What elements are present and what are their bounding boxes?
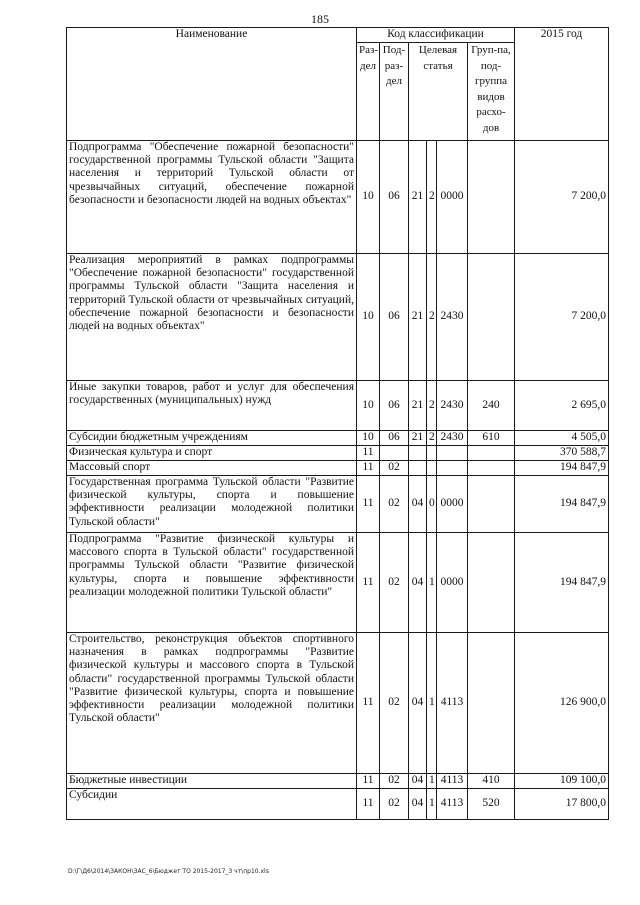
table-row bbox=[67, 789, 609, 820]
row-target-program: 04 bbox=[409, 533, 427, 633]
row-target-program: 04 bbox=[409, 476, 427, 533]
table-row bbox=[67, 141, 609, 254]
row-expense-group bbox=[468, 633, 515, 774]
row-razdel: 11 bbox=[357, 476, 380, 533]
row-expense-group: 240 bbox=[468, 381, 515, 431]
row-amount: 109 100,0 bbox=[515, 774, 609, 789]
row-target-program: 21 bbox=[409, 381, 427, 431]
row-target-subprogram: 0 bbox=[427, 476, 437, 533]
row-razdel: 11 bbox=[357, 446, 380, 461]
row-name: Государственная программа Тульской области "Развитие физической культуры, спорта и повышение эффективности реализации молодежной политики Тульской области" bbox=[67, 476, 357, 533]
row-razdel: 10 bbox=[357, 254, 380, 381]
row-podrazdel: 06 bbox=[380, 254, 409, 381]
row-expense-group: 610 bbox=[468, 431, 515, 446]
row-amount: 2 695,0 bbox=[515, 381, 609, 431]
row-amount: 194 847,9 bbox=[515, 533, 609, 633]
row-target-program: 04 bbox=[409, 789, 427, 820]
row-expense-group: 520 bbox=[468, 789, 515, 820]
header-group: Груп-па, под-группа видов расхо-дов bbox=[468, 43, 515, 141]
row-amount: 17 800,0 bbox=[515, 789, 609, 820]
table-row bbox=[67, 461, 609, 476]
row-name: Строительство, реконструкция объектов спортивного назначения в рамках подпрограммы "Развитие физической культуры и массового спорта в Тульской области" государственной программы Тульской области "Развитие физической культуры, спорта и повышение эффективности реализации молодежной политики Тульской области" bbox=[67, 633, 357, 774]
row-podrazdel bbox=[380, 446, 409, 461]
row-amount: 194 847,9 bbox=[515, 476, 609, 533]
row-target-subprogram: 2 bbox=[427, 431, 437, 446]
table-row bbox=[67, 254, 609, 381]
header-name: Наименование bbox=[67, 28, 357, 141]
row-name: Реализация мероприятий в рамках подпрограммы "Обеспечение пожарной безопасности" государственной программы Тульской области "Защита населения и территорий Тульской области от чрезвычайных ситуаций, обеспечение пожарной безопасности и безопасности людей на водных объектах" bbox=[67, 254, 357, 381]
row-target-subprogram: 2 bbox=[427, 141, 437, 254]
row-expense-group bbox=[468, 476, 515, 533]
row-podrazdel: 02 bbox=[380, 461, 409, 476]
row-razdel: 11 bbox=[357, 774, 380, 789]
table-row bbox=[67, 633, 609, 774]
table-row bbox=[67, 476, 609, 533]
row-target-program: 04 bbox=[409, 774, 427, 789]
row-name: Иные закупки товаров, работ и услуг для обеспечения государственных (муниципальных) нужд bbox=[67, 381, 357, 431]
row-target-subprogram: 2 bbox=[427, 381, 437, 431]
row-target-subprogram: 1 bbox=[427, 533, 437, 633]
table-row bbox=[67, 431, 609, 446]
row-expense-group bbox=[468, 461, 515, 476]
row-target-subprogram: 1 bbox=[427, 789, 437, 820]
row-expense-group bbox=[468, 446, 515, 461]
row-name: Субсидии бюджетным учреждениям bbox=[67, 431, 357, 446]
row-expense-group bbox=[468, 533, 515, 633]
row-razdel: 10 bbox=[357, 381, 380, 431]
row-razdel: 11 bbox=[357, 533, 380, 633]
row-razdel: 11 bbox=[357, 461, 380, 476]
row-podrazdel: 06 bbox=[380, 381, 409, 431]
row-podrazdel: 02 bbox=[380, 633, 409, 774]
row-podrazdel: 06 bbox=[380, 431, 409, 446]
row-podrazdel: 02 bbox=[380, 476, 409, 533]
row-target-direction: 4113 bbox=[437, 774, 468, 789]
row-target-subprogram: 1 bbox=[427, 633, 437, 774]
table-body bbox=[67, 141, 609, 820]
row-target-direction: 4113 bbox=[437, 789, 468, 820]
row-target-direction: 2430 bbox=[437, 254, 468, 381]
table-row bbox=[67, 446, 609, 461]
row-razdel: 11 bbox=[357, 789, 380, 820]
table-row bbox=[67, 381, 609, 431]
row-amount: 370 588,7 bbox=[515, 446, 609, 461]
row-amount: 7 200,0 bbox=[515, 141, 609, 254]
row-target-direction: 0000 bbox=[437, 476, 468, 533]
header-razdel: Раз-дел bbox=[357, 43, 380, 141]
row-name: Массовый спорт bbox=[67, 461, 357, 476]
row-target-direction: 0000 bbox=[437, 141, 468, 254]
page-number: 185 bbox=[311, 12, 329, 26]
header-classification: Код классификации bbox=[357, 28, 515, 43]
row-podrazdel: 02 bbox=[380, 533, 409, 633]
row-razdel: 10 bbox=[357, 431, 380, 446]
row-expense-group bbox=[468, 254, 515, 381]
row-target-program bbox=[409, 461, 427, 476]
row-podrazdel: 02 bbox=[380, 774, 409, 789]
row-target-program: 21 bbox=[409, 254, 427, 381]
row-amount: 7 200,0 bbox=[515, 254, 609, 381]
row-target-direction: 2430 bbox=[437, 381, 468, 431]
row-expense-group: 410 bbox=[468, 774, 515, 789]
row-target-subprogram bbox=[427, 446, 437, 461]
row-name: Подпрограмма "Развитие физической культуры и массового спорта в Тульской области" государственной программы Тульской области "Развитие физической культуры, спорта и повышение эффективности реализации молодежной политики Тульской области" bbox=[67, 533, 357, 633]
row-name: Бюджетные инвестиции bbox=[67, 774, 357, 789]
row-name: Подпрограмма "Обеспечение пожарной безопасности" государственной программы Тульской области "Защита населения и территорий Тульской области от чрезвычайных ситуаций, обеспечение пожарной безопасности и безопасности людей на водных объектах" bbox=[67, 141, 357, 254]
row-podrazdel: 02 bbox=[380, 789, 409, 820]
row-amount: 4 505,0 bbox=[515, 431, 609, 446]
row-amount: 126 900,0 bbox=[515, 633, 609, 774]
row-name: Физическая культура и спорт bbox=[67, 446, 357, 461]
row-podrazdel: 06 bbox=[380, 141, 409, 254]
row-target-direction: 4113 bbox=[437, 633, 468, 774]
row-target-direction bbox=[437, 461, 468, 476]
row-target-subprogram bbox=[427, 461, 437, 476]
row-amount: 194 847,9 bbox=[515, 461, 609, 476]
table-row bbox=[67, 533, 609, 633]
header-podrazdel: Под-раз-дел bbox=[380, 43, 409, 141]
table-row bbox=[67, 774, 609, 789]
row-target-subprogram: 2 bbox=[427, 254, 437, 381]
file-path-footer: D:\Г\Д6\2014\ЗАКОН\ЗАС_6\Бюджет ТО 2015-2017_3 чт\пр10.xls bbox=[68, 868, 269, 875]
row-target-program: 21 bbox=[409, 431, 427, 446]
row-target-subprogram: 1 bbox=[427, 774, 437, 789]
header-year: 2015 год bbox=[515, 28, 609, 141]
row-razdel: 10 bbox=[357, 141, 380, 254]
row-target-direction: 0000 bbox=[437, 533, 468, 633]
row-target-program bbox=[409, 446, 427, 461]
row-target-program: 21 bbox=[409, 141, 427, 254]
budget-table bbox=[66, 27, 609, 820]
row-name: Субсидии bbox=[67, 789, 357, 820]
row-razdel: 11 bbox=[357, 633, 380, 774]
row-target-direction bbox=[437, 446, 468, 461]
row-expense-group bbox=[468, 141, 515, 254]
row-target-program: 04 bbox=[409, 633, 427, 774]
row-target-direction: 2430 bbox=[437, 431, 468, 446]
header-target: Целевая статья bbox=[409, 43, 468, 141]
